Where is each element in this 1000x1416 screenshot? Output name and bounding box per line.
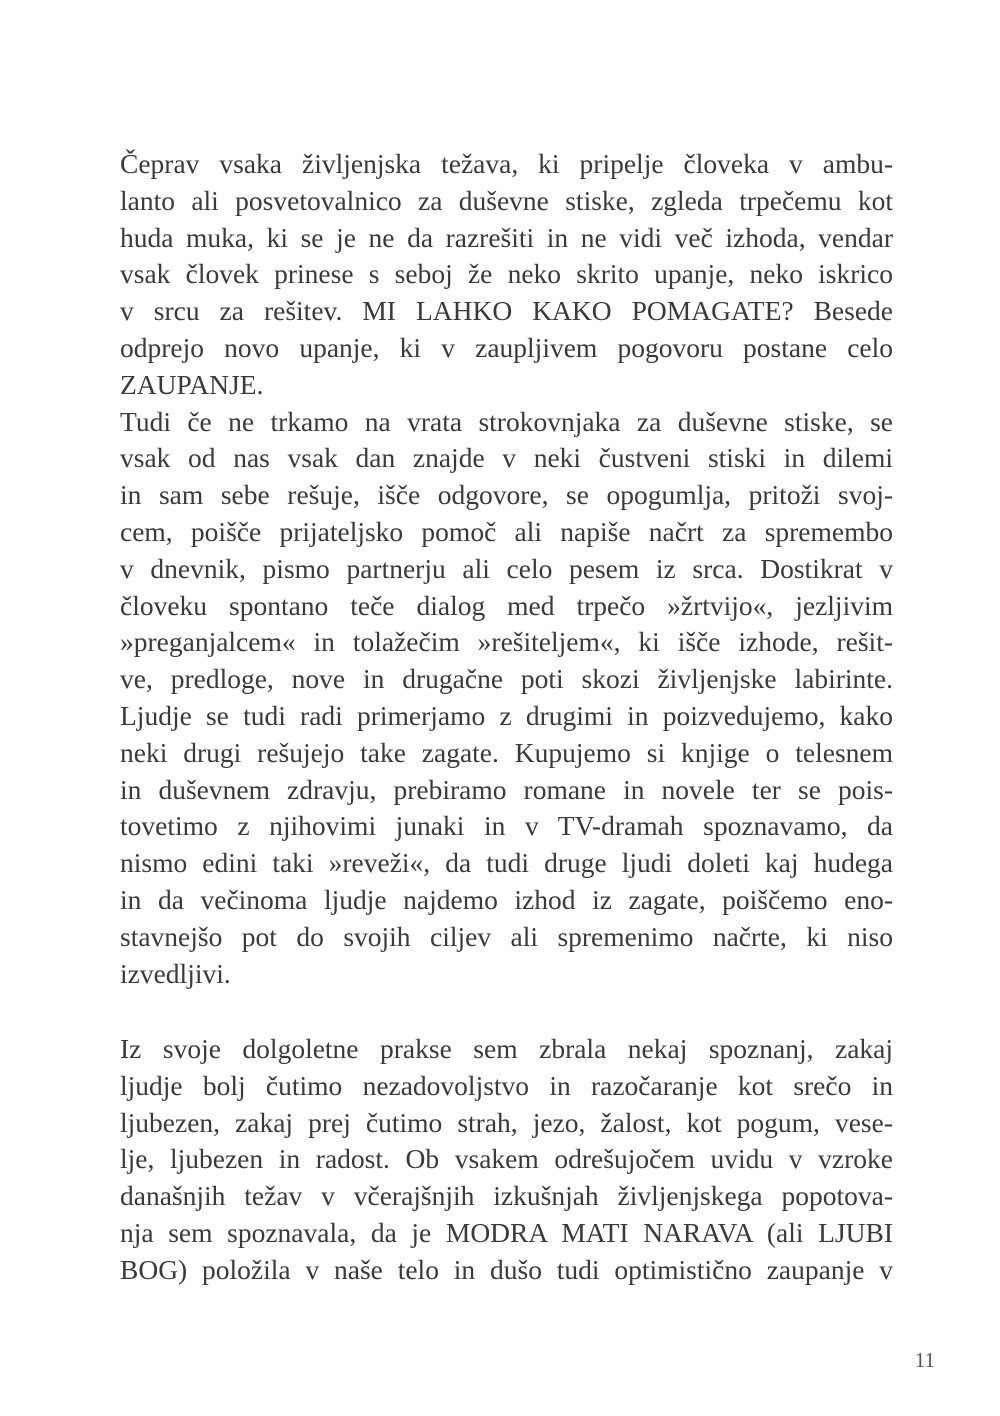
text-line: huda muka, ki se je ne da razrešiti in ne vidi več izhoda, vendar — [120, 221, 893, 253]
text-line: Ljudje se tudi radi primerjamo z drugimi in poizvedujemo, kako — [120, 699, 893, 731]
text-line: ljubezen, zakaj prej čutimo strah, jezo, žalost, kot pogum, vese- — [120, 1106, 893, 1138]
text-line: neki drugi rešujejo take zagate. Kupujemo si knjige o telesnem — [120, 736, 893, 768]
text-line: vsak človek prinese s seboj že neko skrito upanje, neko iskrico — [120, 258, 893, 290]
text-line: vsak od nas vsak dan znajde v neki čustveni stiski in dilemi — [120, 442, 893, 474]
text-line: Tudi če ne trkamo na vrata strokovnjaka za duševne stiske, se — [120, 405, 893, 437]
text-line: v srcu za rešitev. MI LAHKO KAKO POMAGATE? Besede — [120, 295, 893, 327]
text-line: cem, poišče prijateljsko pomoč ali napiše načrt za spremembo — [120, 515, 893, 547]
text-line: in sam sebe rešuje, išče odgovore, se opogumlja, pritoži svoj- — [120, 479, 893, 511]
text-line: v dnevnik, pismo partnerju ali celo pesem iz srca. Dostikrat v — [120, 552, 893, 584]
text-line: in da večinoma ljudje najdemo izhod iz zagate, poiščemo eno- — [120, 883, 893, 915]
paragraph-3 — [120, 698, 893, 992]
text-line: in duševnem zdravju, prebiramo romane in novele ter se pois- — [120, 773, 893, 805]
text-line: človeku spontano teče dialog med trpečo »žrtvijo«, jezljivim — [120, 589, 893, 621]
text-line: »preganjalcem« in tolažečim »rešiteljem«, ki išče izhode, rešit- — [120, 626, 893, 658]
text-line: odprejo novo upanje, ki v zaupljivem pogovoru postane celo — [120, 331, 893, 363]
paragraph-2 — [120, 404, 893, 698]
text-line: nja sem spoznavala, da je MODRA MATI NARAVA (ali LJUBI — [120, 1216, 893, 1248]
text-line: ve, predloge, nove in drugačne poti skozi življenjske labirinte. — [120, 663, 893, 695]
page-number: 11 — [914, 1348, 935, 1372]
text-block-upper — [120, 146, 893, 992]
text-line: Iz svoje dolgoletne prakse sem zbrala nekaj spoznanj, zakaj — [120, 1033, 893, 1064]
paragraph-1 — [120, 146, 893, 404]
text-line: nismo edini taki »reveži«, da tudi druge ljudi doleti kaj hudega — [120, 847, 893, 879]
text-line: ljudje bolj čutimo nezadovoljstvo in razočaranje kot srečo in — [120, 1069, 893, 1101]
text-line: lanto ali posvetovalnico za duševne stiske, zgleda trpečemu kot — [120, 184, 893, 216]
text-line: današnjih težav v včerajšnjih izkušnjah življenjskega popotova- — [120, 1180, 893, 1212]
text-line: BOG) položila v naše telo in dušo tudi optimistično zaupanje v — [120, 1253, 893, 1285]
text-line: tovetimo z njihovimi junaki in v TV-dramah spoznavamo, da — [120, 810, 893, 842]
text-line: stavnejšo pot do svojih ciljev ali spremenimo načrte, ki niso — [120, 920, 893, 952]
text-line: izvedljivi. — [120, 957, 231, 989]
text-line: Čeprav vsaka življenjska težava, ki pripelje človeka v ambu- — [120, 148, 893, 179]
paragraph-4 — [120, 1031, 893, 1289]
text-line: lje, ljubezen in radost. Ob vsakem odrešujočem uvidu v vzroke — [120, 1143, 893, 1175]
text-line: ZAUPANJE. — [120, 368, 264, 400]
text-block-lower — [120, 1031, 893, 1289]
